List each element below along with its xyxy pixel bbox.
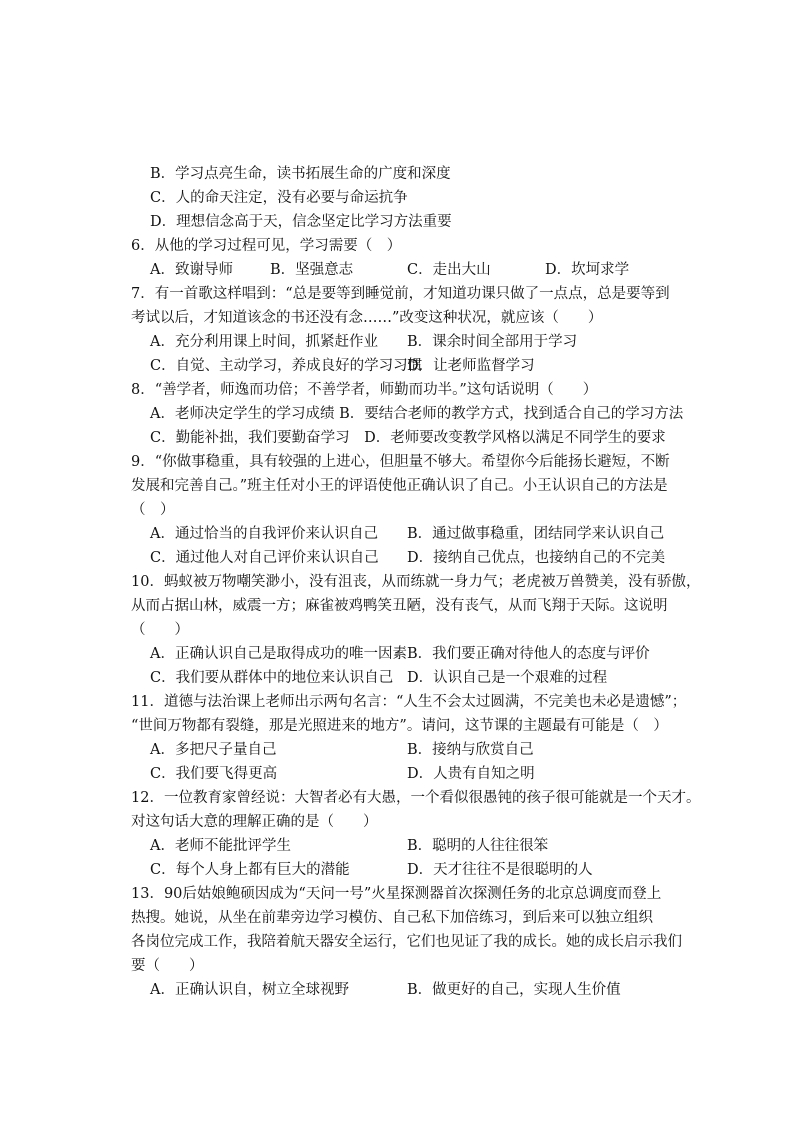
q7-option-a: A．充分利用课上时间，抓紧赶作业	[150, 334, 378, 350]
q8-options-cd: C．勤能补拙，我们要勤奋学习 D．老师要改变教学风格以满足不同学生的要求	[150, 430, 666, 446]
q11-stem-line-2: “世间万物都有裂缝，那是光照进来的地方”。请问，这节课的主题最有可能是（ ）	[131, 718, 668, 734]
q9-stem-line-1: 9．“你做事稳重，具有较强的上进心，但胆量不够大。希望你今后能扬长避短，不断	[131, 454, 670, 470]
q9-option-c: C．通过他人对自己评价来认识自己	[150, 550, 379, 566]
q12-stem-line-1: 12．一位教育家曾经说：大智者必有大愚，一个看似很愚钝的孩子很可能就是一个天才。	[131, 790, 701, 806]
q10-stem-line-2: 从而占据山林，威震一方；麻雀被鸡鸭笑丑陋，没有丧气，从而飞翔于天际。这说明	[131, 598, 668, 614]
q12-option-b: B．聪明的人往往很笨	[407, 838, 549, 854]
q7-stem-line-2: 考试以后，才知道该念的书还没有念……”改变这种状况，就应该（ ）	[131, 310, 603, 326]
q6-stem: 6．从他的学习过程可见，学习需要（ ）	[131, 238, 402, 254]
q12-option-c: C．每个人身上都有巨大的潜能	[150, 862, 350, 878]
q13-stem-line-4: 要（ ）	[131, 958, 204, 974]
q7-stem-line-1: 7．有一首歌这样唱到：“总是要等到睡觉前，才知道功课只做了一点点，总是要等到	[131, 286, 670, 302]
q6-option-a: A．致谢导师	[150, 262, 233, 278]
q6-option-c: C．走出大山	[407, 262, 491, 278]
q9-option-a: A．通过恰当的自我评价来认识自己	[150, 526, 378, 542]
q7-option-d: D．让老师监督学习	[407, 358, 535, 374]
q12-option-d: D．天才往往不是很聪明的人	[407, 862, 593, 878]
q11-option-d: D．人贵有自知之明	[407, 766, 535, 782]
q7-option-c: C．自觉、主动学习，养成良好的学习习惯	[150, 358, 423, 374]
q13-stem-line-1: 13．90后姑娘鲍硕因成为“天问一号”火星探测器首次探测任务的北京总调度而登上	[131, 886, 662, 902]
q9-stem-line-3: （ ）	[131, 502, 175, 518]
q11-option-c: C．我们要飞得更高	[150, 766, 278, 782]
q10-option-b: B．我们要正确对待他人的态度与评价	[407, 646, 650, 662]
q5-option-c: C．人的命天注定，没有必要与命运抗争	[150, 190, 408, 206]
q10-stem-line-3: （ ）	[131, 622, 189, 638]
q13-stem-line-2: 热搜。她说，从坐在前辈旁边学习模仿、自己私下加倍练习，到后来可以独立组织	[131, 910, 653, 926]
q11-option-b: B．接纳与欣赏自己	[407, 742, 534, 758]
q9-stem-line-2: 发展和完善自己。”班主任对小王的评语使他正确认识了自己。小王认识自己的方法是	[131, 478, 668, 494]
q9-option-d: D．接纳自己优点，也接纳自己的不完美	[407, 550, 666, 566]
q12-stem-line-2: 对这句话大意的理解正确的是（ ）	[131, 814, 378, 830]
q8-stem: 8．“善学者，师逸而功倍；不善学者，师勤而功半。”这句话说明（ ）	[131, 382, 598, 398]
q10-option-d: D．认识自己是一个艰难的过程	[407, 670, 608, 686]
q13-option-a: A．正确认识自，树立全球视野	[150, 982, 349, 998]
q5-option-d: D．理想信念高于天，信念坚定比学习方法重要	[150, 214, 452, 230]
q6-option-b: B．坚强意志	[270, 262, 354, 278]
q7-option-b: B．课余时间全部用于学习	[407, 334, 578, 350]
q11-stem-line-1: 11．道德与法治课上老师出示两句名言：“人生不会太过圆满，不完美也未必是遗憾”；	[131, 694, 687, 710]
q13-option-b: B．做更好的自己，实现人生价值	[407, 982, 621, 998]
q11-option-a: A．多把尺子量自己	[150, 742, 277, 758]
q13-stem-line-3: 各岗位完成工作，我陪着航天器安全运行，它们也见证了我的成长。她的成长启示我们	[131, 934, 682, 950]
q8-options-ab: A．老师决定学生的学习成绩 B．要结合老师的教学方式，找到适合自己的学习方法	[150, 406, 684, 422]
q6-option-d: D．坎坷求学	[545, 262, 630, 278]
q12-option-a: A．老师不能批评学生	[150, 838, 291, 854]
q10-stem-line-1: 10．蚂蚁被万物嘲笑渺小，没有沮丧，从而练就一身力气；老虎被万兽赞美，没有骄傲，	[131, 574, 701, 590]
q10-option-c: C．我们要从群体中的地位来认识自己	[150, 670, 394, 686]
q5-option-b: B．学习点亮生命，读书拓展生命的广度和深度	[150, 166, 451, 182]
q9-option-b: B．通过做事稳重，团结同学来认识自己	[407, 526, 665, 542]
q10-option-a: A．正确认识自己是取得成功的唯一因素	[150, 646, 407, 662]
